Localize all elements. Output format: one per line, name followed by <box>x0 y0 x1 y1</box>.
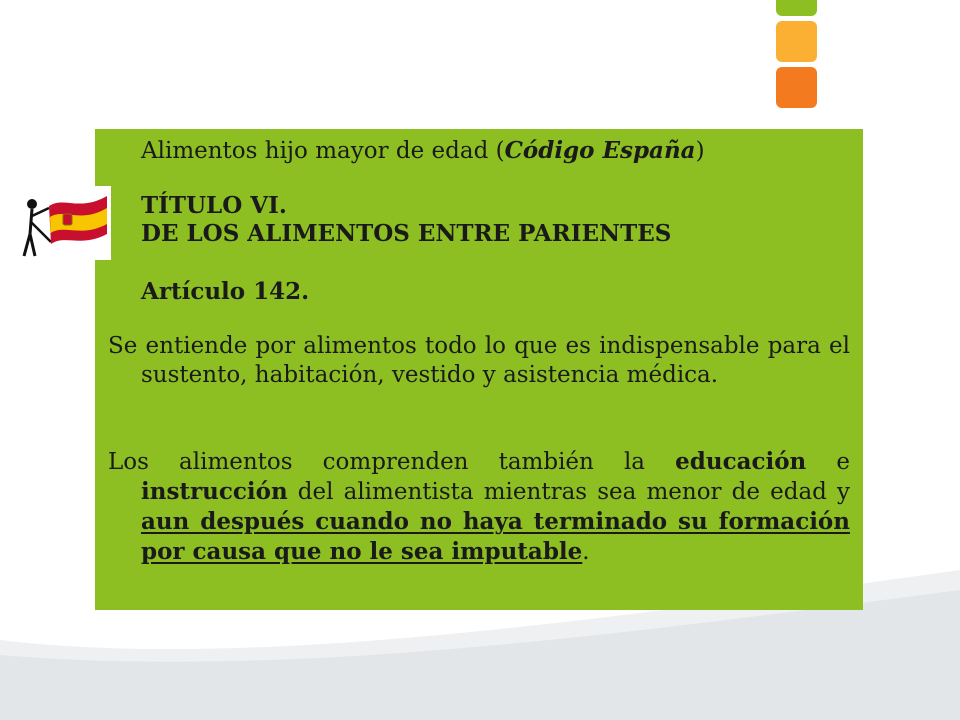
p2-bold-instruction: instrucción <box>141 478 288 505</box>
heading-line <box>141 136 841 166</box>
spain-flag-figure-icon <box>19 186 111 260</box>
p2-underlined-clause: aun después cuando no haya terminado su formación por causa que no le sea imputable <box>141 508 850 565</box>
p2-text-4: . <box>582 539 590 565</box>
title-line-2: DE LOS ALIMENTOS ENTRE PARIENTES <box>141 220 672 247</box>
article-number: Artículo 142. <box>141 278 310 305</box>
decor-square-yellow <box>776 21 817 62</box>
heading-prefix: Alimentos hijo mayor de edad ( <box>141 138 505 164</box>
paragraph-2 <box>108 447 850 567</box>
heading-emphasis: Código España <box>504 137 696 164</box>
heading-suffix: ) <box>695 138 705 164</box>
p2-text-3: del alimentista mientras sea menor de edad y <box>287 479 850 505</box>
title-line-1: TÍTULO VI. <box>141 192 287 219</box>
p2-text-1: Los alimentos comprenden también la <box>108 449 676 475</box>
decor-square-orange <box>776 67 817 108</box>
decor-square-green <box>776 0 817 16</box>
p2-bold-education: educación <box>675 448 807 475</box>
p2-text-2: e <box>806 449 850 475</box>
paragraph-1: Se entiende por alimentos todo lo que es indispensable para el sustento, habitación, vestido y asistencia médica. <box>108 333 850 388</box>
